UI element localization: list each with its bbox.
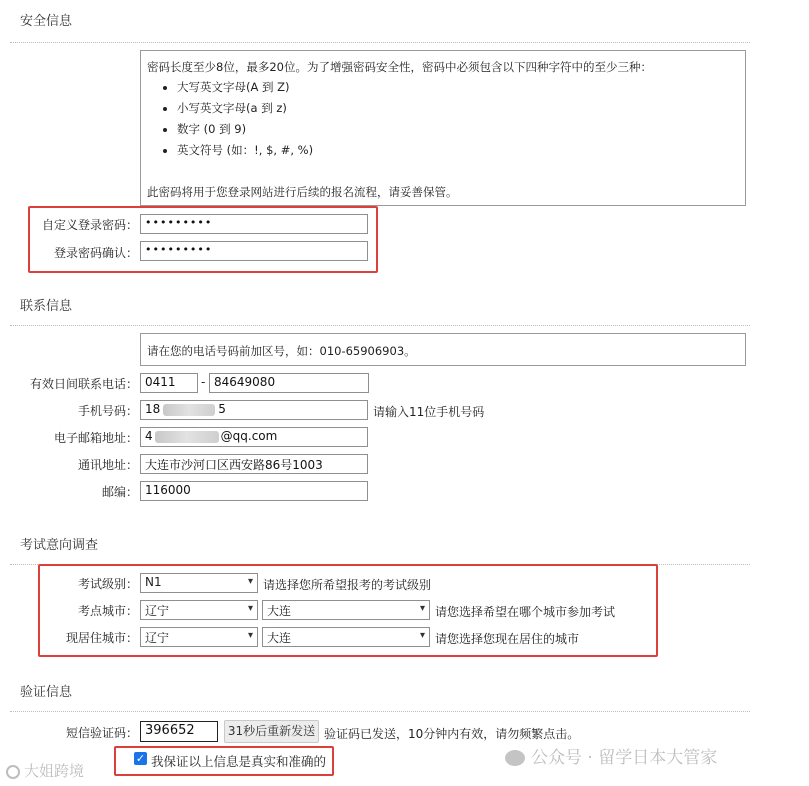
exam-site-label: 考点城市：: [77, 604, 138, 618]
phone-notice: [140, 333, 746, 366]
residence-city-select[interactable]: [262, 627, 430, 647]
rule-item: • 大写英文字母(A 到 Z): [177, 77, 313, 98]
residence-city-value: 大连: [267, 631, 292, 645]
watermark-logo-icon: [6, 765, 20, 779]
sms-status-text: 验证码已发送，10分钟内有效，请勿频繁点击。: [324, 727, 580, 741]
section-title-exam: 考试意向调查: [20, 538, 99, 553]
exam-site-province-select[interactable]: [140, 600, 258, 620]
email-label: 电子邮箱地址：: [53, 431, 138, 445]
wechat-icon: [505, 750, 525, 766]
password-field[interactable]: •••••••••: [140, 214, 368, 234]
exam-site-hint: 请您选择希望在哪个城市参加考试: [435, 605, 616, 619]
watermark-right-text: 公众号 · 留学日本大管家: [531, 748, 718, 768]
residence-label: 现居住城市：: [65, 631, 138, 645]
watermark-left: [6, 760, 84, 781]
email-prefix: 4: [145, 429, 153, 443]
phone-notice-text: 请在您的电话号码前加区号，如：010-65906903。: [147, 344, 416, 358]
section-title-contact: 联系信息: [20, 299, 73, 314]
divider: [10, 42, 750, 43]
phone-number-field[interactable]: 84649080: [209, 373, 369, 393]
redacted-blur: [155, 431, 219, 443]
password-confirm-label: 登录密码确认：: [53, 246, 138, 260]
chevron-down-icon: ▾: [419, 630, 425, 641]
chevron-down-icon: ▾: [419, 603, 425, 614]
email-suffix: @qq.com: [220, 429, 278, 443]
residence-province-value: 辽宁: [145, 631, 170, 645]
zip-field[interactable]: 116000: [140, 481, 368, 501]
phone-dash: -: [201, 375, 206, 389]
mobile-prefix: 18: [145, 402, 161, 416]
watermark-right: [505, 743, 717, 768]
mobile-field[interactable]: [140, 400, 368, 420]
section-title-verify: 验证信息: [20, 685, 73, 700]
password-confirm-field[interactable]: •••••••••: [140, 241, 368, 261]
exam-level-value: N1: [145, 575, 162, 589]
mobile-label: 手机号码：: [77, 404, 138, 418]
password-label: 自定义登录密码：: [41, 218, 138, 232]
sms-code-label: 短信验证码：: [65, 726, 138, 740]
daytime-phone-label: 有效日间联系电话：: [29, 377, 138, 391]
mobile-suffix: 5: [218, 402, 226, 416]
notice-intro: 密码长度至少8位，最多20位。为了增强密码安全性，密码中必须包含以下四种字符中的至少三种：: [147, 60, 652, 74]
sms-code-field[interactable]: 396652: [140, 721, 218, 742]
password-rules-list: [141, 77, 313, 161]
redacted-blur: [163, 404, 215, 416]
address-field[interactable]: 大连市沙河口区西安路86号1003: [140, 454, 368, 474]
password-rules-notice: [140, 50, 746, 206]
resend-sms-button[interactable]: 31秒后重新发送: [224, 720, 319, 743]
rule-item: • 英文符号 (如：!, $, #, %): [177, 140, 313, 161]
email-field[interactable]: [140, 427, 368, 447]
chevron-down-icon: ▾: [247, 630, 253, 641]
exam-site-province-value: 辽宁: [145, 604, 170, 618]
pledge-checkbox[interactable]: ✓: [135, 752, 146, 765]
chevron-down-icon: ▾: [247, 603, 253, 614]
exam-level-label: 考试级别：: [77, 577, 138, 591]
exam-site-city-select[interactable]: [262, 600, 430, 620]
zip-label: 邮编：: [101, 485, 138, 499]
rule-item: • 小写英文字母(a 到 z): [177, 98, 313, 119]
residence-province-select[interactable]: [140, 627, 258, 647]
address-label: 通讯地址：: [77, 458, 138, 472]
section-title-security: 安全信息: [20, 14, 73, 29]
mobile-hint: 请输入11位手机号码: [373, 405, 485, 419]
exam-level-select[interactable]: [140, 573, 258, 593]
pledge-label[interactable]: 我保证以上信息是真实和准确的: [151, 754, 327, 769]
divider: [10, 711, 750, 712]
watermark-left-text: 大姐跨境: [24, 762, 85, 780]
exam-level-hint: 请选择您所希望报考的考试级别: [263, 578, 432, 592]
notice-footer: 此密码将用于您登录网站进行后续的报名流程，请妥善保管。: [147, 185, 458, 199]
rule-item: • 数字 (0 到 9): [177, 119, 313, 140]
area-code-field[interactable]: 0411: [140, 373, 198, 393]
exam-site-city-value: 大连: [267, 604, 292, 618]
divider: [10, 325, 750, 326]
residence-hint: 请您选择您现在居住的城市: [435, 632, 580, 646]
chevron-down-icon: ▾: [247, 576, 253, 587]
